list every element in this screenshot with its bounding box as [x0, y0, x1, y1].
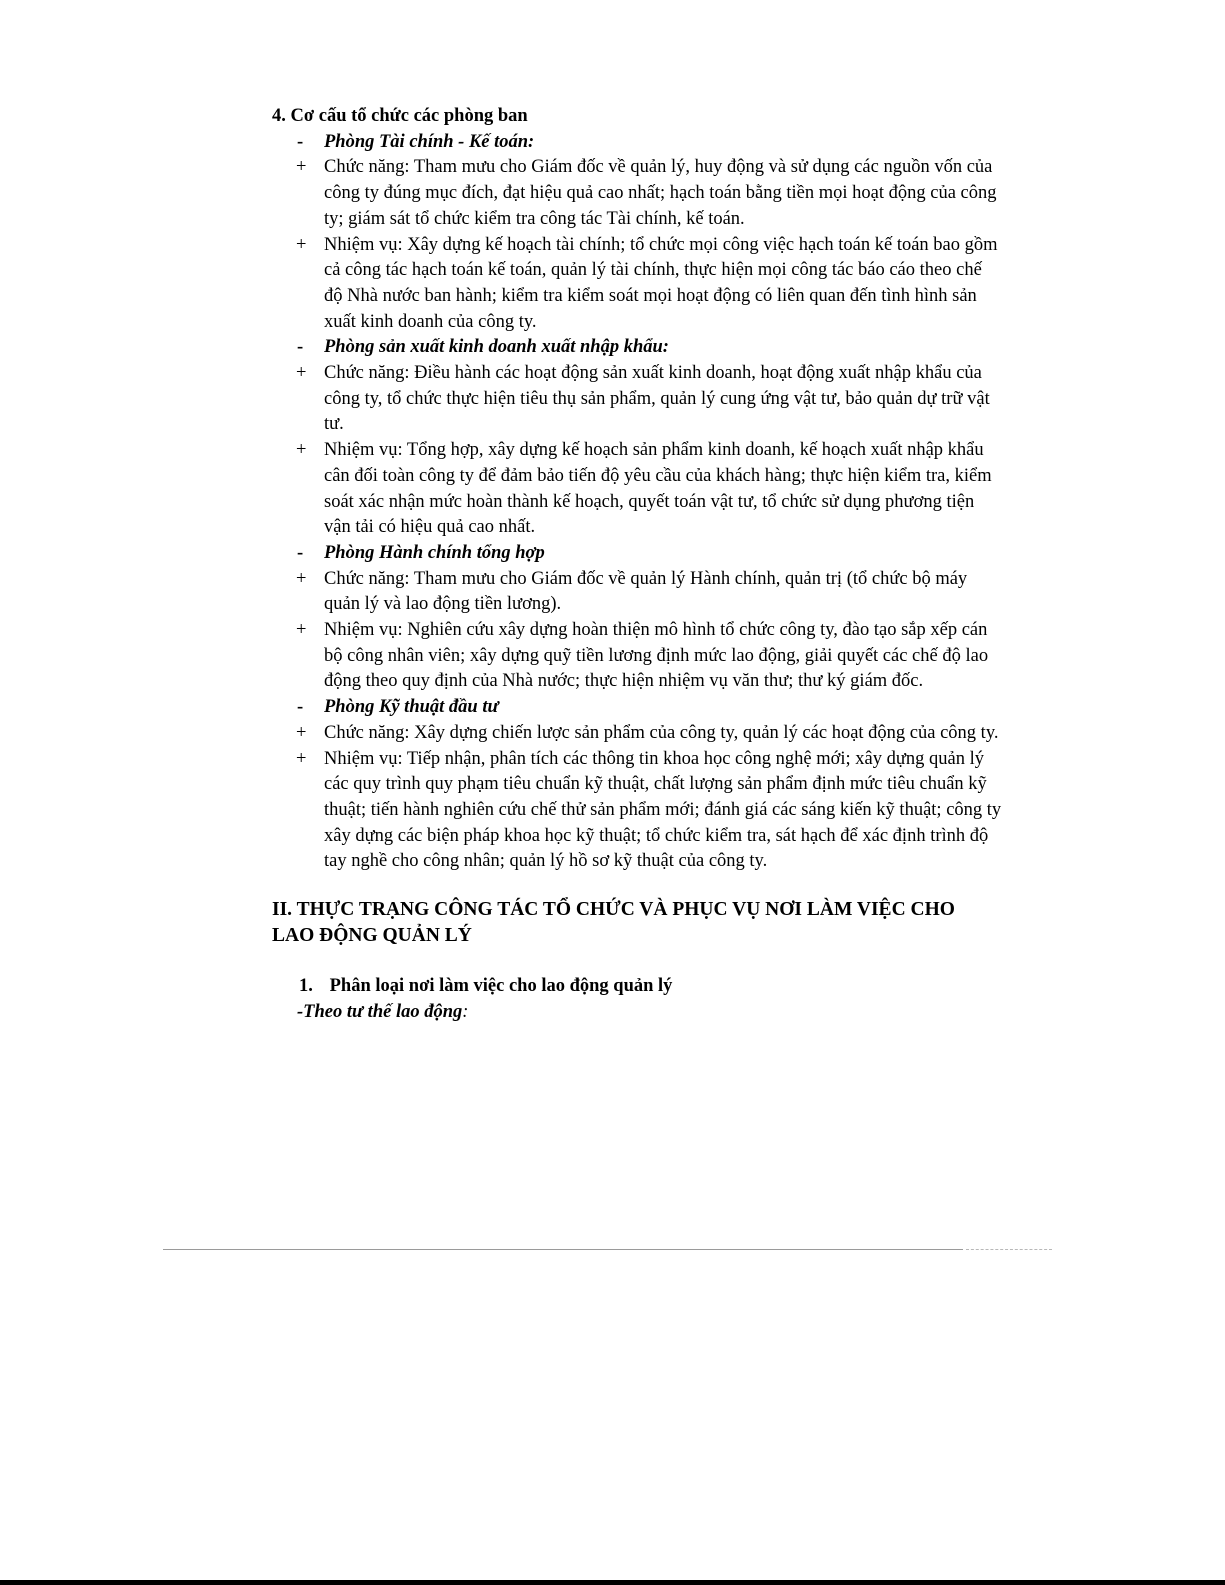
- department-heading: [272, 695, 1002, 721]
- department-heading: [272, 335, 1002, 361]
- list-item: [272, 618, 1002, 695]
- list-item: [272, 233, 1002, 336]
- list-item: [272, 567, 1002, 618]
- dash-marker: -: [297, 337, 304, 358]
- plus-marker: +: [296, 440, 307, 461]
- dash-marker: -: [297, 697, 304, 718]
- department-name: Phòng Kỹ thuật đầu tư: [324, 697, 499, 718]
- item-text: Nhiệm vụ: Tổng hợp, xây dựng kế hoạch sản phẩm kinh doanh, kế hoạch xuất nhập khẩu cân đối toàn công ty để đảm bảo tiến độ yêu cầu của khách hàng; thực hiện kiểm tra, kiểm soát xác nhận mức hoàn thành kế hoạch, quyết toán vật tư, tổ chức sử dụng phương tiện vận tải có hiệu quả cao nhất.: [324, 440, 992, 538]
- item-text: Nhiệm vụ: Tiếp nhận, phân tích các thông tin khoa học công nghệ mới; xây dựng quản lý các quy trình quy phạm tiêu chuẩn kỹ thuật, chất lượng sản phẩm định mức tiêu chuẩn kỹ thuật; tiến hành nghiên cứu chế thử sản phẩm mới; đánh giá các sáng kiến kỹ thuật; công ty xây dựng các biện pháp khoa học kỹ thuật; tổ chức kiểm tra, sát hạch để xác định trình độ tay nghề cho công nhân; quản lý hồ sơ kỹ thuật của công ty.: [324, 748, 1002, 872]
- item-text: Nhiệm vụ: Xây dựng kế hoạch tài chính; tổ chức mọi công việc hạch toán kế toán bao gồm cả công tác hạch toán kế toán, quản lý tài chính, thực hiện mọi công tác báo cáo theo chế độ Nhà nước ban hành; kiểm tra kiểm soát mọi hoạt động có liên quan đến tình hình sản xuất kinh doanh của công ty.: [324, 234, 998, 332]
- plus-marker: +: [296, 157, 307, 178]
- item-text: Chức năng: Tham mưu cho Giám đốc về quản lý, huy động và sử dụng các nguồn vốn của công ty đúng mục đích, đạt hiệu quả cao nhất; hạch toán bằng tiền mọi hoạt động của công ty; giám sát tổ chức kiểm tra công tác Tài chính, kế toán.: [324, 157, 997, 229]
- department-name: Phòng sản xuất kinh doanh xuất nhập khẩu:: [324, 337, 669, 358]
- footer-divider: [163, 1249, 963, 1250]
- plus-marker: +: [296, 722, 307, 743]
- plus-marker: +: [296, 748, 307, 769]
- subsection-title: Phân loại nơi làm việc cho lao động quản lý: [329, 976, 673, 997]
- subsection-heading: [272, 974, 1002, 1000]
- document-body: [272, 104, 1002, 1026]
- item-text: Chức năng: Điều hành các hoạt động sản xuất kinh doanh, hoạt động xuất nhập khẩu của công ty, tổ chức thực hiện tiêu thụ sản phẩm, quản lý cung ứng vật tư, bảo quản dự trữ vật tư.: [324, 363, 990, 435]
- subsection-item: [272, 1000, 1002, 1026]
- item-text: Chức năng: Xây dựng chiến lược sản phẩm của công ty, quản lý các hoạt động của công ty.: [324, 722, 999, 743]
- item-text: Chức năng: Tham mưu cho Giám đốc về quản lý Hành chính, quản trị (tổ chức bộ máy quản lý và lao động tiền lương).: [324, 568, 968, 615]
- subsection-item-text: -Theo tư thế lao động: [297, 1001, 463, 1022]
- list-item: [272, 747, 1002, 876]
- chapter-heading: II. THỰC TRẠNG CÔNG TÁC TỔ CHỨC VÀ PHỤC VỤ NƠI LÀM VIỆC CHO LAO ĐỘNG QUẢN LÝ: [272, 899, 955, 947]
- list-item: [272, 438, 1002, 541]
- plus-marker: +: [296, 234, 307, 255]
- footer-divider-dots: [966, 1249, 1052, 1250]
- page-bottom-edge: [0, 1580, 1225, 1585]
- plus-marker: +: [296, 568, 307, 589]
- department-heading: [272, 541, 1002, 567]
- list-item: [272, 361, 1002, 438]
- department-heading: [272, 130, 1002, 156]
- dash-marker: -: [297, 131, 304, 152]
- plus-marker: +: [296, 620, 307, 641]
- item-text: Nhiệm vụ: Nghiên cứu xây dựng hoàn thiện mô hình tổ chức công ty, đào tạo sắp xếp cán bộ công nhân viên; xây dựng quỹ tiền lương định mức lao động, giải quyết các chế độ lao động theo quy định của Nhà nước; thực hiện nhiệm vụ văn thư; thư ký giám đốc.: [324, 620, 989, 692]
- subsection-number: 1.: [299, 976, 313, 997]
- department-name: Phòng Hành chính tổng hợp: [324, 542, 545, 563]
- plus-marker: +: [296, 363, 307, 384]
- section-heading: 4. Cơ cấu tổ chức các phòng ban: [272, 106, 528, 126]
- department-name: Phòng Tài chính - Kế toán:: [324, 131, 535, 152]
- subsection-item-colon: :: [462, 1001, 469, 1022]
- list-item: [272, 155, 1002, 232]
- dash-marker: -: [297, 542, 304, 563]
- list-item: [272, 721, 1002, 747]
